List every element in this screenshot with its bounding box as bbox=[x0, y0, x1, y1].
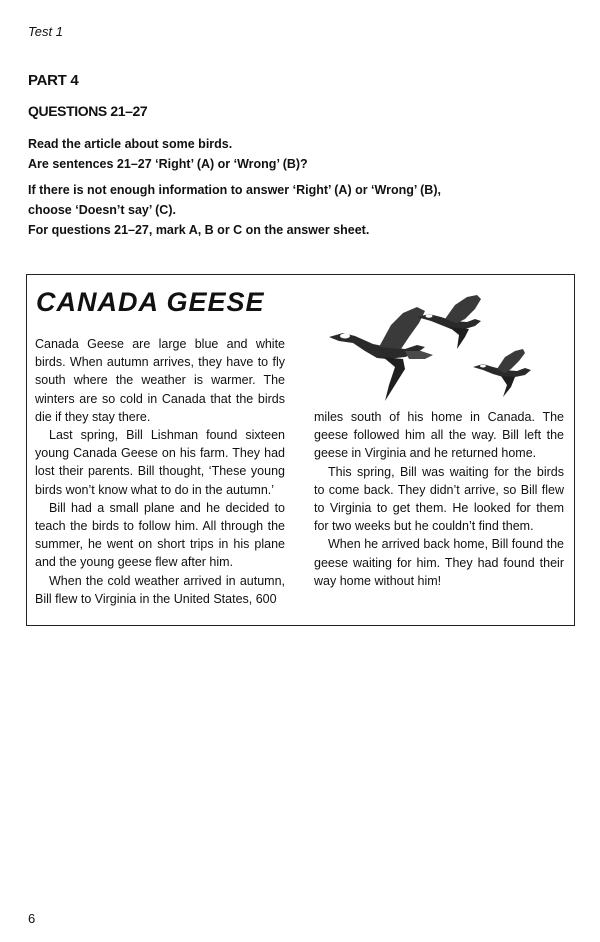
article-paragraph: miles south of his home in Canada. The geese followed him all the way. Bill left the geese in Virginia and he returned home. bbox=[314, 410, 564, 461]
part-title: PART 4 bbox=[28, 72, 79, 89]
test-label: Test 1 bbox=[28, 24, 63, 39]
instruction-line: For questions 21–27, mark A, B or C on the answer sheet. bbox=[28, 223, 370, 237]
page-number: 6 bbox=[28, 911, 36, 926]
goose-middle bbox=[417, 295, 481, 349]
article-left-column bbox=[35, 335, 285, 608]
article-paragraph: Bill had a small plane and he decided to teach the birds to follow him. All through the summer, he went on short trips in his plane and the young geese flew after him. bbox=[35, 500, 285, 570]
flying-geese-icon bbox=[325, 289, 565, 404]
article-paragraph: Last spring, Bill Lishman found sixteen young Canada Geese on his farm. They had lost their parents. Bill thought, ‘These young birds won’t know what to do in the autumn.’ bbox=[35, 428, 285, 497]
article-box bbox=[26, 274, 575, 626]
article-paragraph: This spring, Bill was waiting for the birds to come back. They didn’t arrive, so Bill flew to Virginia to get them. He looked for them for two weeks but he couldn’t find them. bbox=[314, 464, 564, 534]
article-title: CANADA GEESE bbox=[36, 287, 265, 317]
instructions bbox=[28, 134, 573, 240]
questions-title: QUESTIONS 21–27 bbox=[28, 103, 148, 119]
article-paragraph: When he arrived back home, Bill found the geese waiting for him. They had found their way home without him! bbox=[314, 537, 564, 588]
article-right-column bbox=[314, 408, 564, 590]
goose-small bbox=[473, 349, 531, 397]
article-paragraph: When the cold weather arrived in autumn, Bill flew to Virginia in the United States, 600 bbox=[35, 573, 285, 606]
instruction-line: Read the article about some birds. bbox=[28, 137, 233, 151]
instruction-line: If there is not enough information to answer ‘Right’ (A) or ‘Wrong’ (B), bbox=[28, 183, 441, 197]
instruction-line: choose ‘Doesn’t say’ (C). bbox=[28, 203, 176, 217]
article-paragraph: Canada Geese are large blue and white birds. When autumn arrives, they have to fly south where the weather is warmer. The winters are so cold in Canada that the birds die if they stay there. bbox=[35, 337, 285, 424]
instruction-line: Are sentences 21–27 ‘Right’ (A) or ‘Wrong’ (B)? bbox=[28, 157, 308, 171]
goose-large bbox=[329, 307, 433, 401]
